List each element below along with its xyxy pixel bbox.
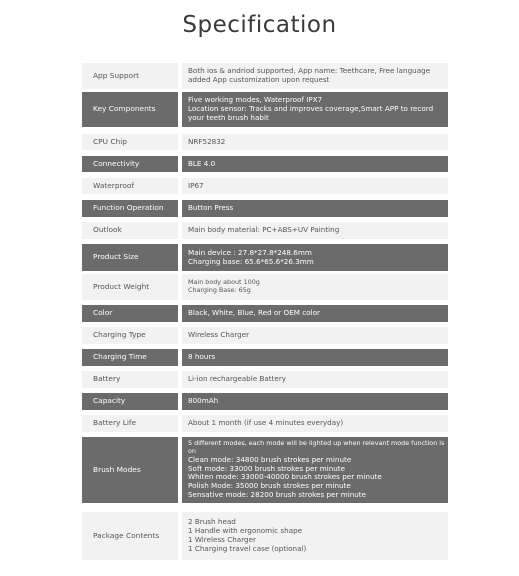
spec-value-line: Polish Mode: 35000 brush strokes per minute	[188, 481, 351, 491]
spec-value-line: 8 hours	[188, 352, 216, 362]
spec-label: Color	[82, 305, 178, 322]
spec-label: Battery	[82, 371, 178, 388]
spec-value	[182, 156, 448, 172]
spec-row-app-support	[82, 63, 448, 89]
spec-row-product-size	[82, 244, 448, 271]
spec-value-line: Button Press	[188, 203, 234, 213]
spec-value-line: Charging base: 65.6*65.6*26.3mm	[188, 256, 314, 266]
spec-value	[182, 371, 448, 388]
spec-label: Product Size	[82, 244, 178, 271]
spec-value-line: 1 Charging travel case (optional)	[188, 543, 307, 553]
spec-value-line: 5 different modes, each mode will be lighted up when relevant mode function is on	[188, 439, 445, 456]
spec-value-line: Both ios & andriod supported, App name: Teethcare, Free language	[188, 66, 431, 76]
spec-value	[182, 134, 448, 150]
spec-value	[182, 349, 448, 366]
spec-value-line: Li-ion rechargeable Battery	[188, 374, 287, 384]
spec-row-cpu-chip	[82, 134, 448, 150]
spec-row-battery	[82, 371, 448, 388]
spec-value-line: your teeth brush habit	[188, 112, 269, 122]
spec-value	[182, 393, 448, 410]
spec-value-line: About 1 month (if use 4 minutes everyday)	[188, 418, 344, 428]
spec-value-line: Main body about 100g	[188, 278, 260, 287]
spec-label: Package Contents	[82, 512, 178, 560]
spec-value-line: added App customization upon request	[188, 75, 330, 84]
spec-value-line: IP67	[188, 180, 204, 190]
spec-value-line: Black, White, Blue, Red or OEM color	[188, 308, 320, 318]
spec-value-line: Wireless Charger	[188, 330, 250, 340]
spec-value-line: Charging Base: 65g	[188, 286, 251, 294]
spec-value-line: Location sensor: Tracks and improves coverage,Smart APP to record	[188, 104, 434, 114]
spec-value-line: Whiten mode: 33000-40000 brush strokes per minute	[188, 472, 382, 482]
spec-value	[182, 178, 448, 194]
spec-row-charging-time	[82, 349, 448, 366]
spec-value	[182, 512, 448, 560]
spec-row-battery-life	[82, 415, 448, 432]
spec-row-waterproof	[82, 178, 448, 194]
spec-label: CPU Chip	[82, 134, 178, 150]
spec-value	[182, 244, 448, 271]
spec-label: Capacity	[82, 393, 178, 410]
spec-row-outlook	[82, 222, 448, 239]
spec-label: Connectivity	[82, 156, 178, 172]
spec-value-line: NRF52832	[188, 136, 226, 146]
spec-row-product-weight	[82, 274, 448, 300]
spec-label: Product Weight	[82, 274, 178, 300]
spec-label: Outlook	[82, 222, 178, 239]
spec-label: Charging Type	[82, 327, 178, 344]
spec-value-line: Main body material: PC+ABS+UV Painting	[188, 225, 340, 235]
spec-label: Waterproof	[82, 178, 178, 194]
spec-value-line: Soft mode: 33000 brush strokes per minute	[188, 463, 346, 473]
spec-value	[182, 415, 448, 432]
spec-label: Battery Life	[82, 415, 178, 432]
spec-row-charging-type	[82, 327, 448, 344]
spec-value	[182, 92, 448, 127]
spec-value	[182, 327, 448, 344]
spec-value-line: Clean mode: 34800 brush strokes per minute	[188, 454, 352, 464]
spec-value	[182, 274, 448, 300]
spec-row-key-components	[82, 92, 448, 127]
spec-label: Charging Time	[82, 349, 178, 366]
spec-value	[182, 305, 448, 322]
spec-row-capacity	[82, 393, 448, 410]
spec-label: Key Components	[82, 92, 178, 127]
spec-value-line: 2 Brush head	[188, 517, 236, 527]
spec-value	[182, 222, 448, 239]
spec-row-package-contents	[82, 512, 448, 560]
spec-value-line: 1 Wireless Charger	[188, 535, 256, 544]
page-title: Specification	[182, 12, 337, 38]
spec-label: App Support	[82, 63, 178, 89]
spec-row-connectivity	[82, 156, 448, 172]
spec-row-function-operation	[82, 200, 448, 217]
spec-value-line: 800mAh	[188, 396, 219, 406]
spec-row-brush-modes	[82, 437, 448, 503]
spec-value-line: BLE 4.0	[188, 158, 216, 168]
spec-value-line: Main device : 27.8*27.8*248.6mm	[188, 247, 312, 257]
spec-value	[182, 200, 448, 217]
spec-value	[182, 437, 448, 503]
spec-value-line: Five working modes, Waterproof IPX7	[188, 95, 323, 105]
spec-value	[182, 63, 448, 89]
spec-label: Function Operation	[82, 200, 178, 217]
spec-label: Brush Modes	[82, 437, 178, 503]
spec-value-line: Sensative mode: 28200 brush strokes per minute	[188, 489, 367, 499]
spec-row-color	[82, 305, 448, 322]
spec-value-line: 1 Handle with ergonomic shape	[188, 526, 303, 536]
